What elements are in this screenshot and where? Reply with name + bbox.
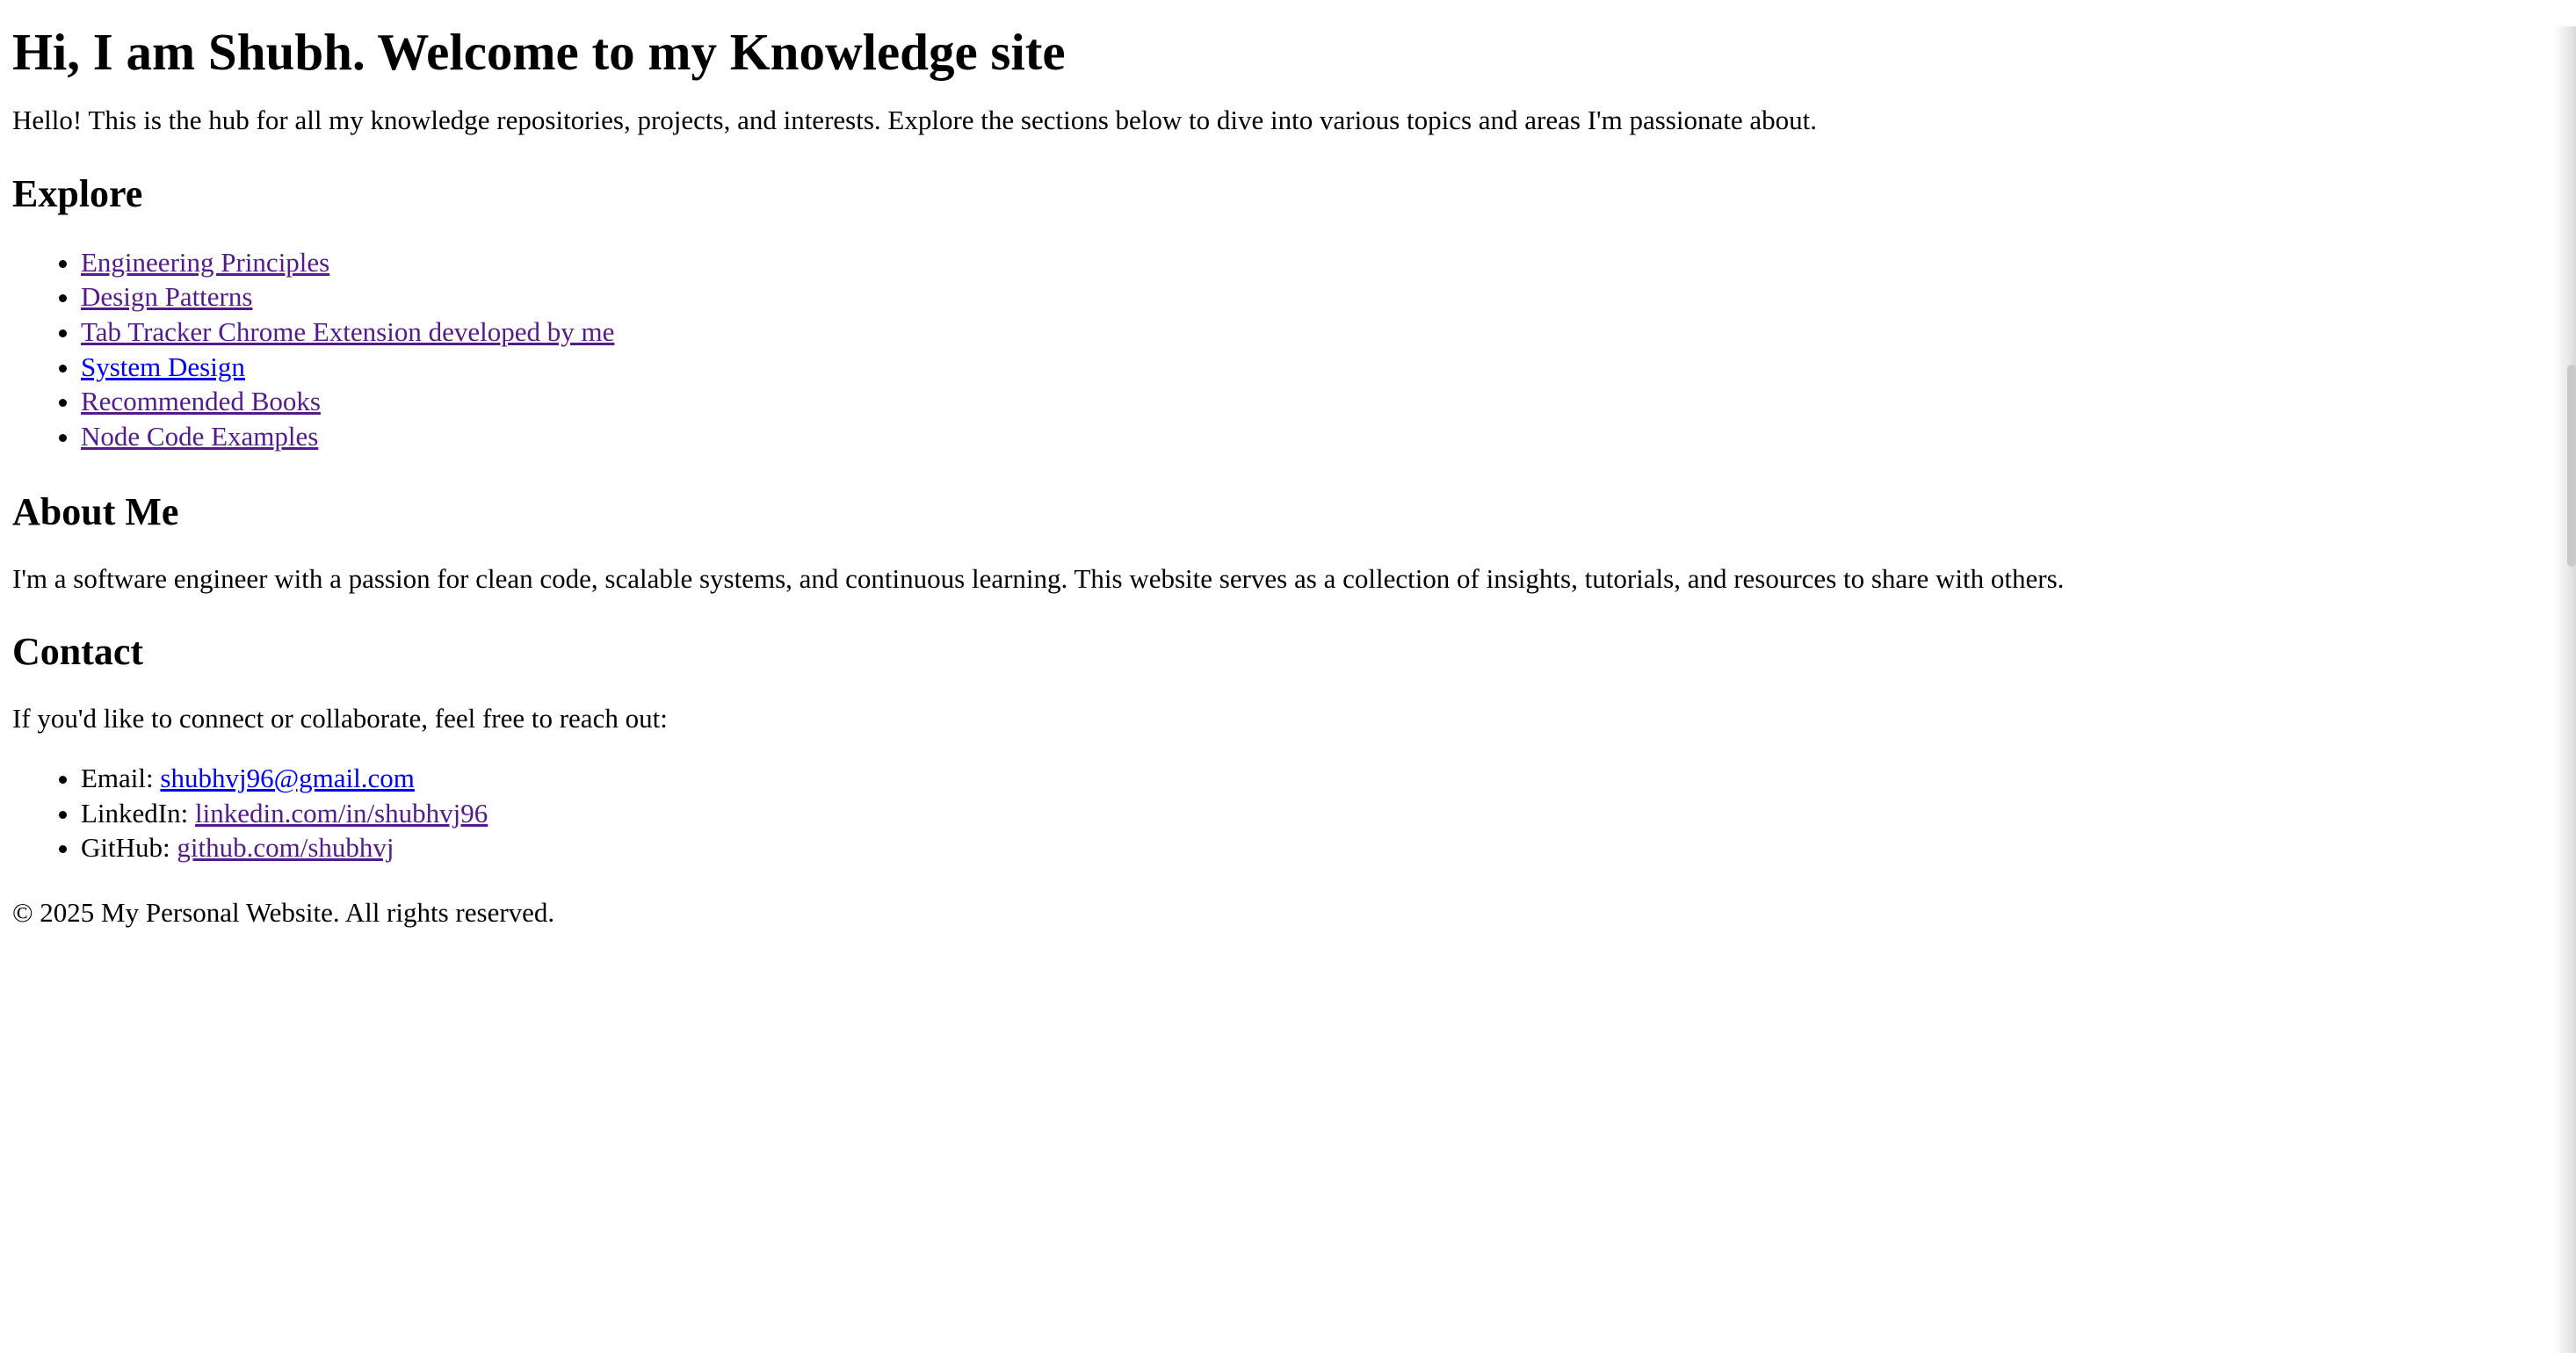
list-item <box>81 419 2562 454</box>
link-email[interactable]: shubhvj96@gmail.com <box>160 762 415 793</box>
list-item <box>81 279 2562 315</box>
page-scrollbar-thumb[interactable] <box>2567 365 2576 567</box>
email-label: Email: <box>81 762 161 793</box>
page-title: Hi, I am Shubh. Welcome to my Knowledge site <box>12 23 1066 81</box>
about-me-heading: About Me <box>12 489 179 533</box>
link-recommended-books[interactable]: Recommended Books <box>81 386 321 417</box>
contact-intro-paragraph: If you'd like to connect or collaborate, feel free to reach out: <box>12 703 668 734</box>
link-design-patterns[interactable]: Design Patterns <box>81 281 253 313</box>
page-content <box>0 23 2576 929</box>
link-github[interactable]: github.com/shubhvj <box>177 832 394 864</box>
list-item <box>81 796 2562 831</box>
link-system-design[interactable]: System Design <box>81 351 245 382</box>
link-node-code-examples[interactable]: Node Code Examples <box>81 421 319 452</box>
link-linkedin[interactable]: linkedin.com/in/shubhvj96 <box>195 797 488 828</box>
contact-heading: Contact <box>12 630 144 674</box>
contact-list <box>12 761 2562 865</box>
list-item <box>81 350 2562 385</box>
list-item <box>81 384 2562 419</box>
list-item <box>81 245 2562 280</box>
explore-link-list <box>12 245 2562 454</box>
link-tab-tracker-extension[interactable]: Tab Tracker Chrome Extension developed by me <box>81 315 615 347</box>
link-engineering-principles[interactable]: Engineering Principles <box>81 246 330 278</box>
github-label: GitHub: <box>81 832 177 864</box>
page-scrollbar-track[interactable] <box>2553 26 2576 1353</box>
list-item <box>81 315 2562 350</box>
linkedin-label: LinkedIn: <box>81 797 195 828</box>
about-me-paragraph: I'm a software engineer with a passion for clean code, scalable systems, and continuous learning. This website serves as a collection of insights, tutorials, and resources to share with others. <box>12 562 2065 594</box>
explore-heading: Explore <box>12 171 143 215</box>
list-item <box>81 830 2562 865</box>
footer-copyright: © 2025 My Personal Website. All rights reserved. <box>12 896 555 928</box>
list-item <box>81 761 2562 796</box>
intro-paragraph: Hello! This is the hub for all my knowledge repositories, projects, and interests. Explore the sections below to dive into various topics and areas I'm passionate about. <box>12 105 1817 135</box>
